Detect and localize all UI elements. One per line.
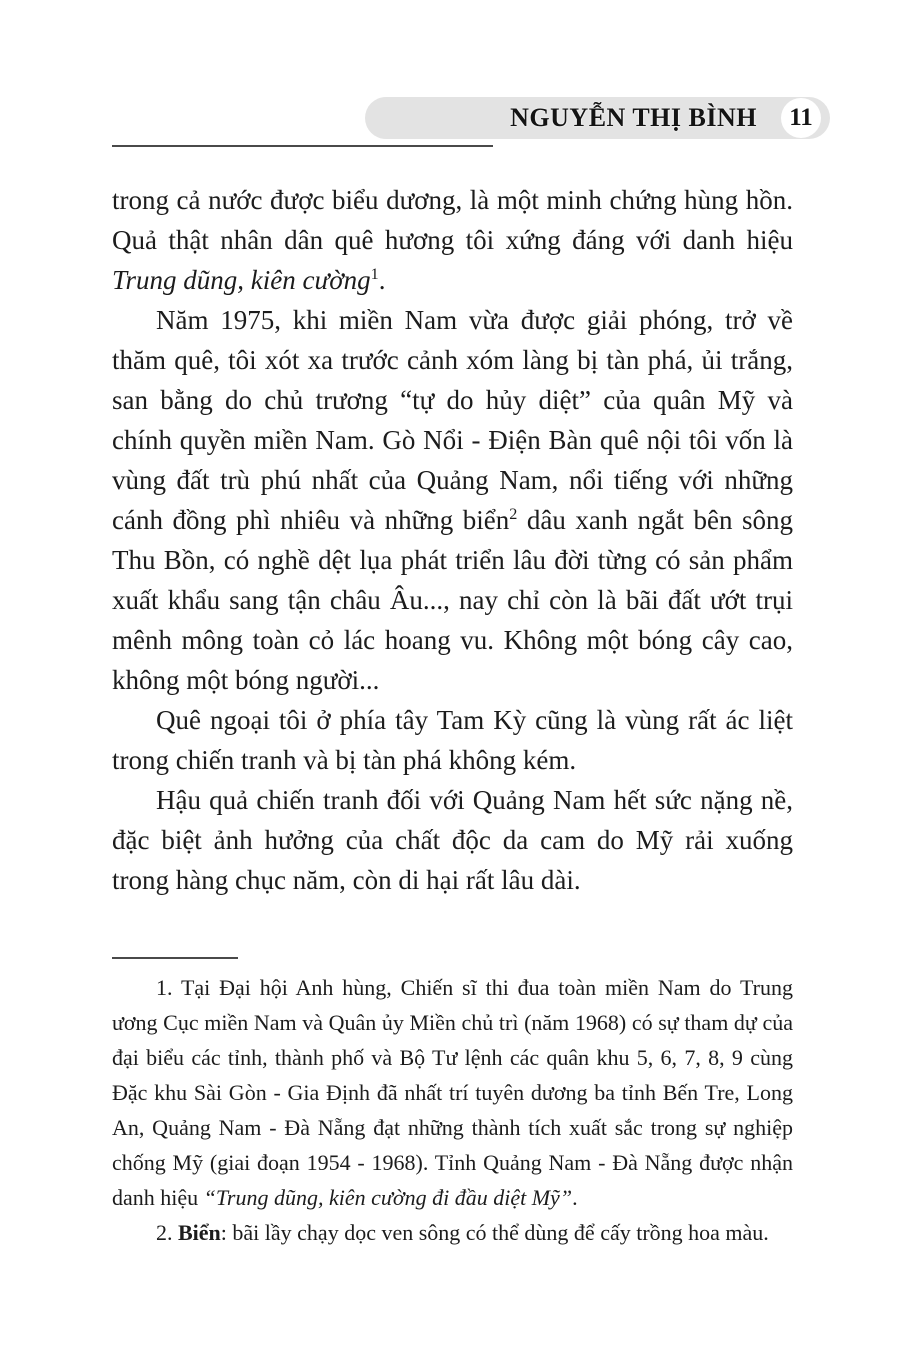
header-rule: [112, 145, 493, 147]
body-paragraph: Hậu quả chiến tranh đối với Quảng Nam hết sức nặng nề, đặc biệt ảnh hưởng của chất độc da cam do Mỹ rải xuống trong hàng chục năm, còn di hại rất lâu dài.: [112, 785, 793, 895]
footnote: 1. Tại Đại hội Anh hùng, Chiến sĩ thi đua toàn miền Nam do Trung ương Cục miền Nam và Quân ủy Miền chủ trì (năm 1968) có sự tham dự của đại biểu các tỉnh, thành phố và Bộ Tư lệnh các quân khu 5, 6, 7, 8, 9 cùng Đặc khu Sài Gòn - Gia Định đã nhất trí tuyên dương ba tỉnh Bến Tre, Long An, Quảng Nam - Đà Nẵng đạt những thành tích xuất sắc trong sự nghiệp chống Mỹ (giai đoạn 1954 - 1968). Tỉnh Quảng Nam - Đà Nẵng được nhận danh hiệu “Trung dũng, kiên cường đi đầu diệt Mỹ”.: [112, 975, 793, 1210]
footnote: 2. Biển: bãi lầy chạy dọc ven sông có thể dùng để cấy trồng hoa màu.: [156, 1220, 769, 1245]
footnote-rule: [112, 957, 238, 959]
running-head: [365, 97, 830, 139]
body-text: [112, 180, 793, 900]
page-number: 11: [789, 104, 813, 131]
footnotes: [112, 970, 793, 1250]
body-paragraph: trong cả nước được biểu dương, là một minh chứng hùng hồn. Quả thật nhân dân quê hương tôi xứng đáng với danh hiệu Trung dũng, kiên cường$^1$.: [112, 185, 793, 295]
body-paragraph: Quê ngoại tôi ở phía tây Tam Kỳ cũng là vùng rất ác liệt trong chiến tranh và bị tàn phá không kém.: [112, 705, 793, 775]
body-paragraph: Năm 1975, khi miền Nam vừa được giải phóng, trở về thăm quê, tôi xót xa trước cảnh xóm làng bị tàn phá, ủi trắng, san bằng do chủ trương “tự do hủy diệt” của quân Mỹ và chính quyền miền Nam. Gò Nổi - Điện Bàn quê nội tôi vốn là vùng đất trù phú nhất của Quảng Nam, nổi tiếng với những cánh đồng phì nhiêu và những biển$^2$ dâu xanh ngắt bên sông Thu Bồn, có nghề dệt lụa phát triển lâu đời từng có sản phẩm xuất khẩu sang tận châu Âu..., nay chỉ còn là bãi đất ướt trụi mênh mông toàn cỏ lác hoang vu. Không một bóng cây cao, không một bóng người...: [112, 305, 793, 695]
running-head-author: NGUYỄN THỊ BÌNH: [510, 103, 757, 132]
page-number-badge: [781, 98, 821, 138]
